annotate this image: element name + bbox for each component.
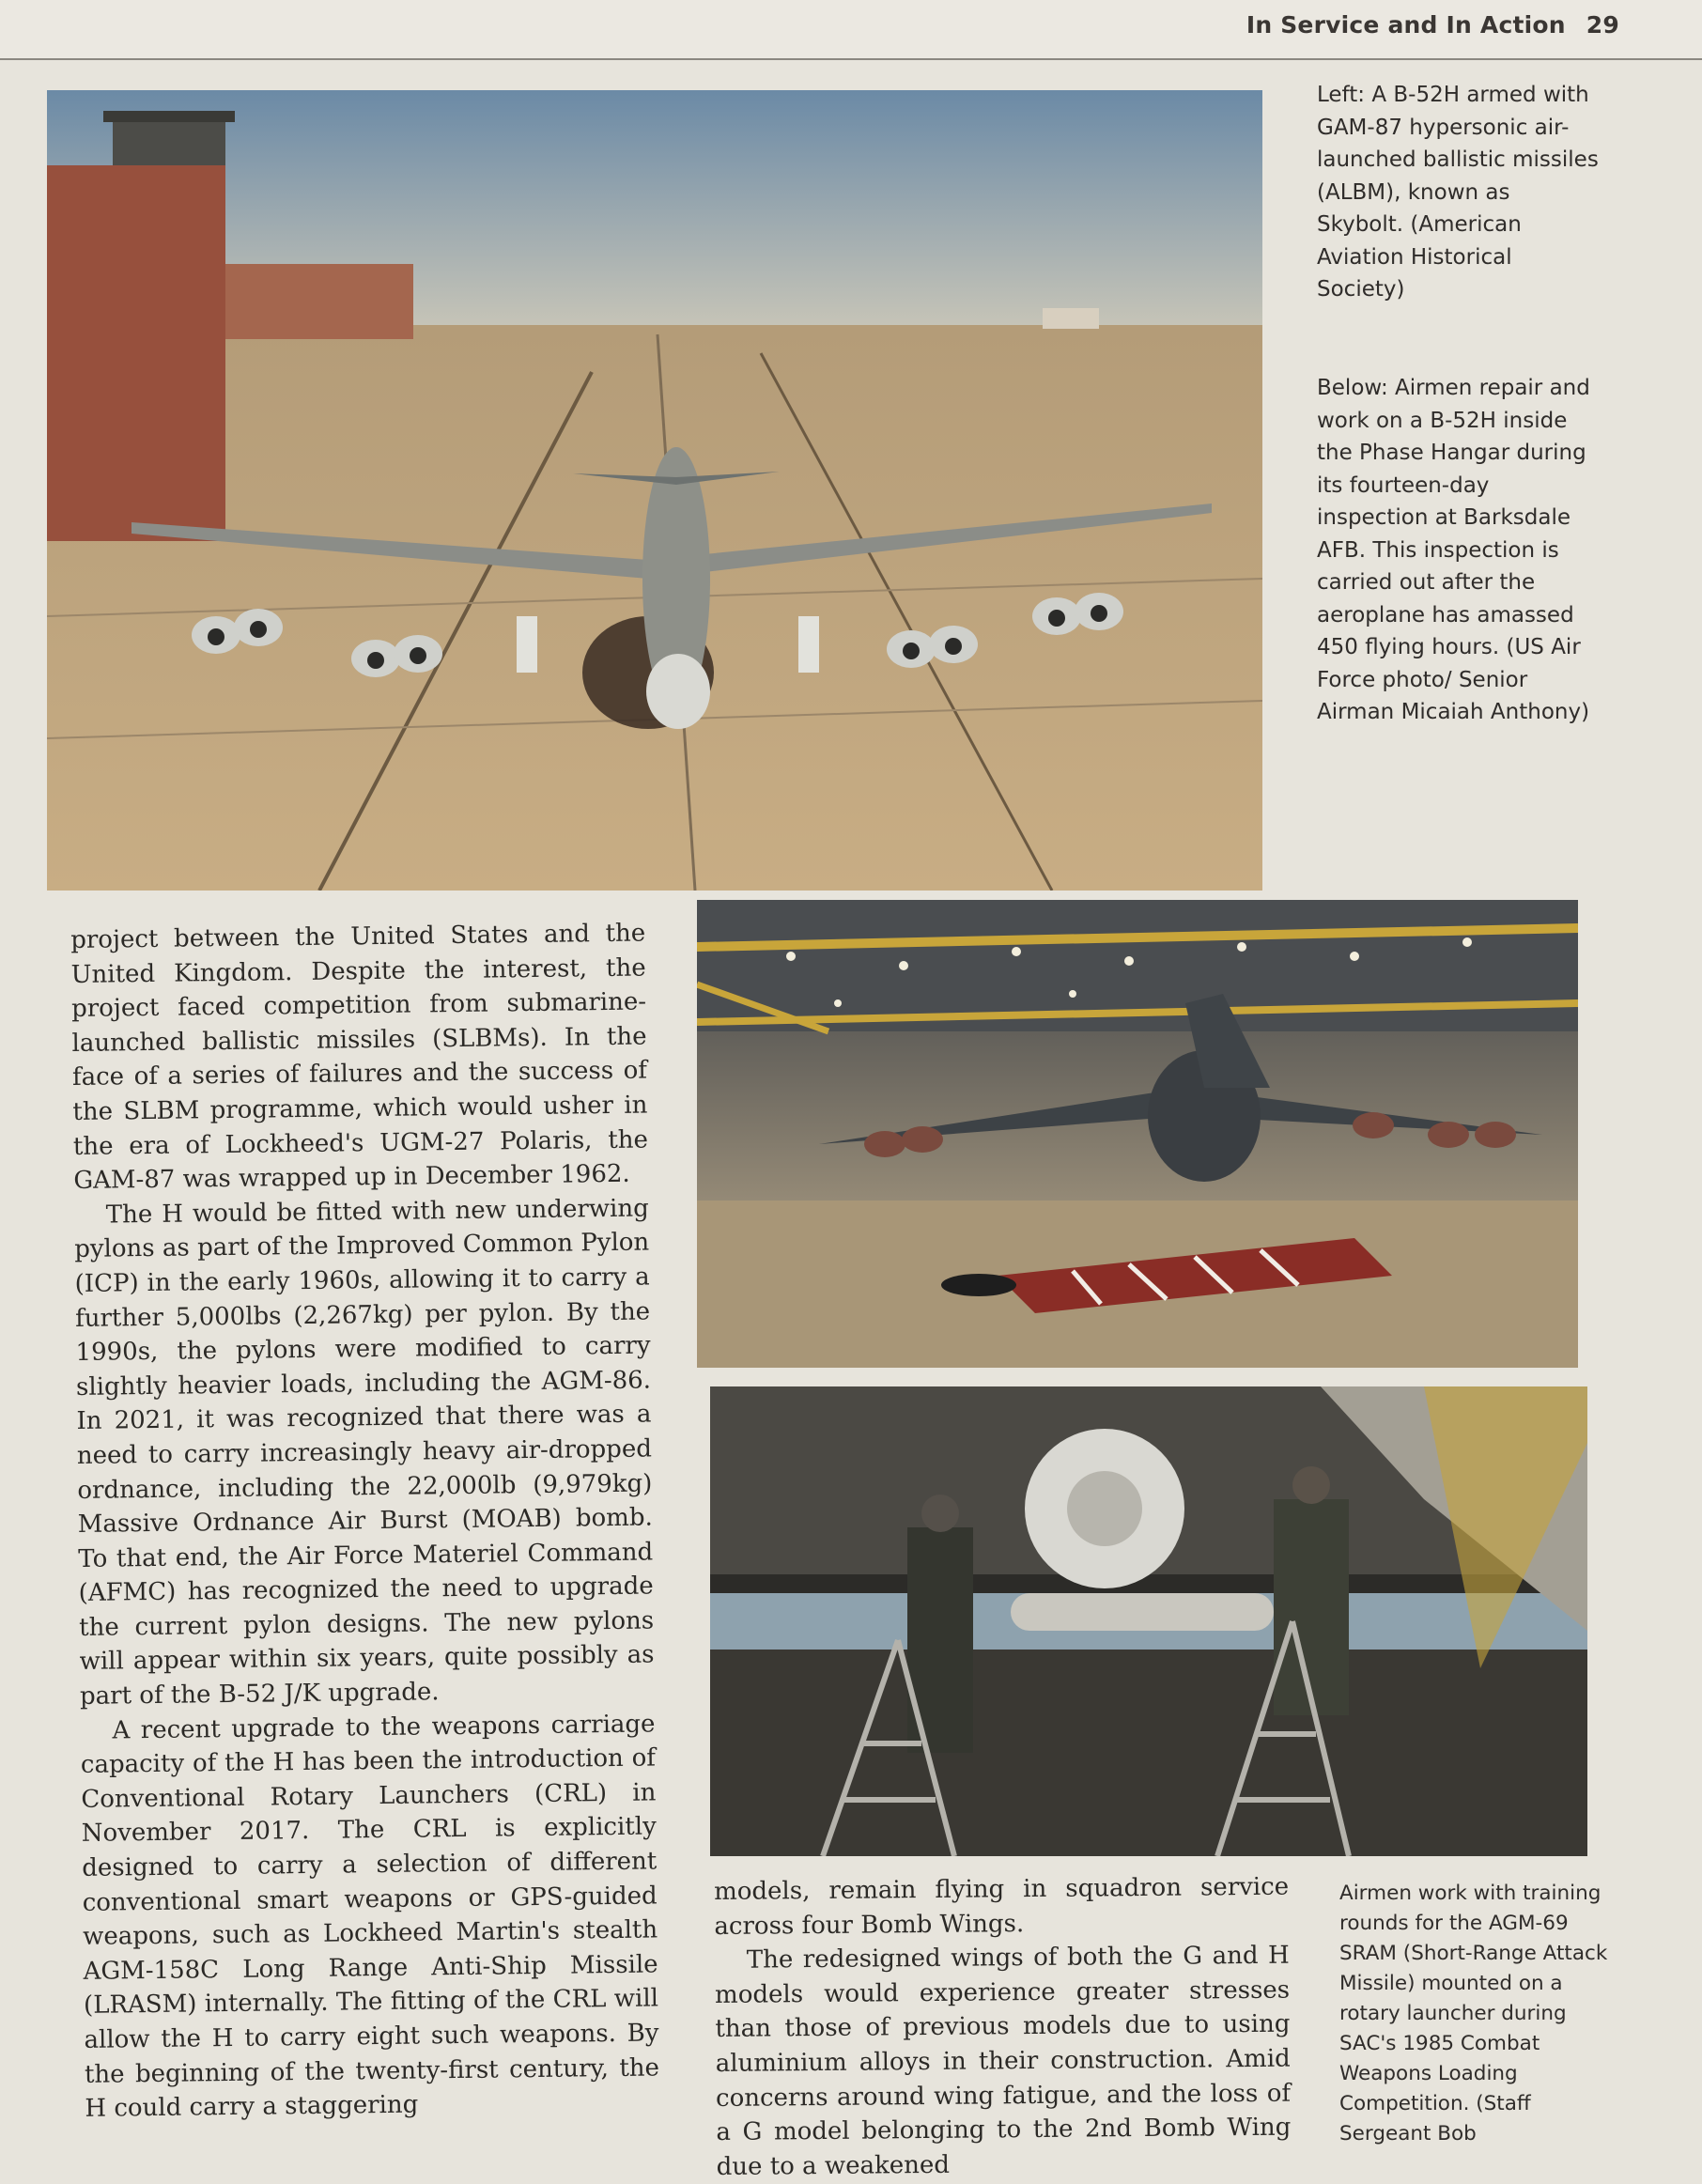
photo-phase-hangar-image — [697, 900, 1578, 1368]
running-head — [1246, 11, 1619, 39]
section-title: In Service and In Action — [1246, 11, 1566, 39]
page-header — [0, 0, 1702, 60]
body-paragraph: A recent upgrade to the weapons carriage capacity of the H has been the introduction of Conventional Rotary Launchers (CRL) in November 2017. The CRL is explicitly designed to carry a selection of different conventional smart weapons or GPS-guided weapons, such as Lockheed Martin's stealth AGM-158C Long Range Anti-Ship Missile (LRASM) internally. The fitting of the CRL will allow the H to carry eight such weapons. By the beginning of the twenty-first century, the H could carry a staggering — [80, 1710, 660, 2124]
photo-bomb-bay-loading — [710, 1386, 1587, 1856]
photo-phase-hangar — [697, 900, 1578, 1368]
body-paragraph: The H would be fitted with new underwing pylons as part of the Improved Common Pylon (ICP) in the early 1960s, allowing it to carry a further 5,000lbs (2,267kg) per pylon. By the 1990s, the pylons were modified to carry slightly heavier loads, including the AGM-86. In 2021, it was recognized that there was a need to carry increasingly heavy air-dropped ordnance, including the 22,000lb (9,979kg) Massive Ordnance Air Burst (MOAB) bomb. To that end, the Air Force Materiel Command (AFMC) has recognized the need to upgrade the current pylon designs. The new pylons will appear within six years, quite possibly as part of the B-52 J/K upgrade. — [74, 1194, 655, 1711]
caption-hangar-photo: Below: Airmen repair and work on a B-52H inside the Phase Hangar during its fourteen-day inspection at Barksdale AFB. This inspection is carried out after the aeroplane has amassed 450 flying hours. (US Air Force photo/ Senior Airman Micaiah Anthony) — [1317, 376, 1590, 724]
caption-top-photo: Left: A B-52H armed with GAM-87 hypersonic air-launched ballistic missiles (ALBM), known as Skybolt. (American Aviation Historical Society) — [1317, 83, 1599, 302]
body-paragraph: project between the United States and the United Kingdom. Despite the interest, the project faced competition from submarine-launched ballistic missiles (SLBMs). In the face of a series of failures and the success of the SLBM programme, which would usher in the era of Lockheed's UGM-27 Polaris, the GAM-87 was wrapped up in December 1962. — [70, 919, 649, 1196]
body-paragraph: models, remain flying in squadron service across four Bomb Wings. — [714, 1872, 1290, 1941]
caption-bay-photo: Airmen work with training rounds for the AGM-69 SRAM (Short-Range Attack Missile) mounted on a rotary launcher during SAC's 1985 Combat Weapons Loading Competition. (Staff Sergeant Bob — [1339, 1882, 1608, 2145]
page-number: 29 — [1586, 11, 1619, 39]
photo-bomb-bay-loading-image — [710, 1386, 1587, 1856]
photo-b52h-flight-line — [47, 90, 1262, 891]
body-column-right — [714, 1870, 1292, 2184]
body-paragraph: The redesigned wings of both the G and H models would experience greater stresses than those of previous models due to using aluminium alloys in their construction. Amid concerns around wing fatigue, and the loss of a G model belonging to the 2nd Bomb Wing due to a weakened — [714, 1941, 1292, 2181]
body-column-left — [70, 917, 660, 2127]
photo-b52h-flight-line-image — [47, 90, 1262, 891]
